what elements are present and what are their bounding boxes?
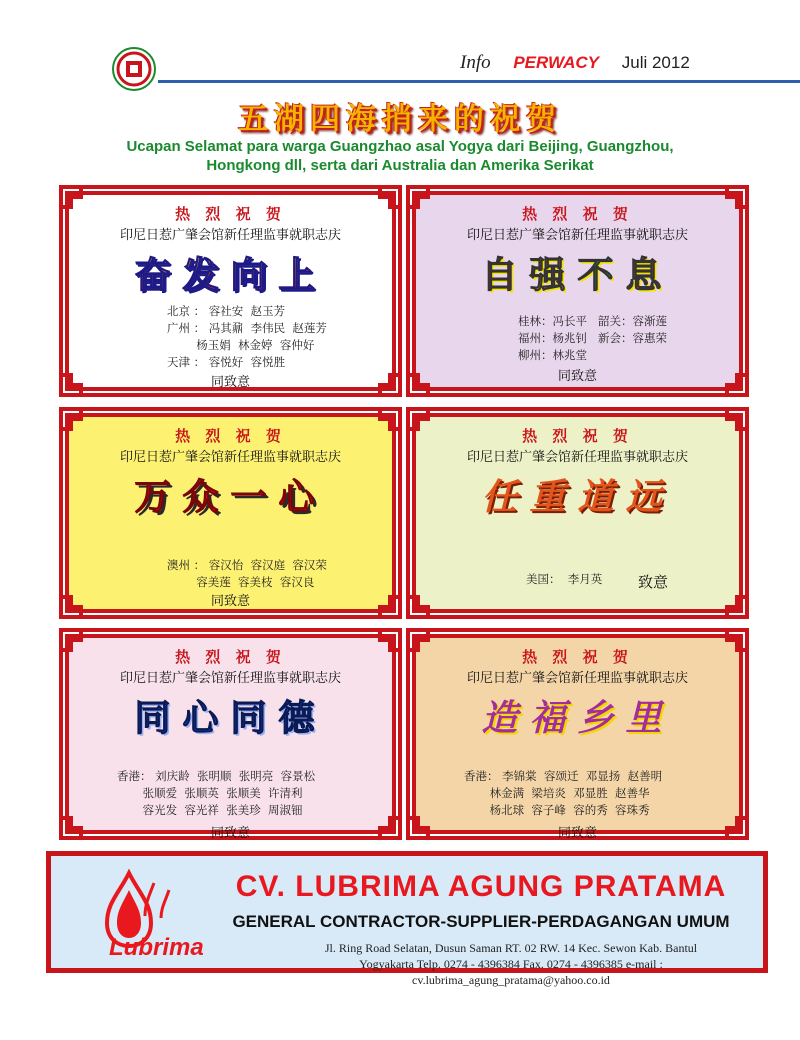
greeting-card xyxy=(57,626,404,842)
motto-character: 重 xyxy=(529,477,578,518)
motto-character: 发 xyxy=(182,255,231,296)
card-heading: 热 烈 祝 贺 xyxy=(175,648,286,666)
card-occasion: 印尼日惹广肇会馆新任理监事就职志庆 xyxy=(466,450,688,465)
greeting-card xyxy=(57,183,404,399)
motto-character: 同 xyxy=(230,698,279,739)
motto-character: 强 xyxy=(529,255,578,296)
card-senders: 北京 ： 容社安 赵玉芳 广州 ： 冯其鼐 李伟民 赵莲芳 杨玉娟 林金婷 容仲好 天津 ： 容悦好 容悦胜 xyxy=(167,304,327,369)
motto-character: 众 xyxy=(182,477,231,518)
card-signoff: 同致意 xyxy=(210,826,250,841)
motto-character: 奋 xyxy=(134,255,183,296)
motto-character: 上 xyxy=(278,255,327,296)
motto-character: 乡 xyxy=(577,698,626,739)
card-motto xyxy=(71,690,390,741)
card-content xyxy=(71,419,390,607)
motto-character: 万 xyxy=(134,477,183,518)
motto-character: 里 xyxy=(625,698,674,739)
card-motto xyxy=(418,690,737,741)
motto-character: 自 xyxy=(481,255,530,296)
motto-character: 向 xyxy=(230,255,279,296)
card-senders: 澳州 ： 容汉怡 容汉庭 容汉荣 容美莲 容美枝 容汉良 xyxy=(167,558,327,589)
card-signoff: 同致意 xyxy=(210,594,250,609)
card-content xyxy=(418,640,737,841)
motto-character: 心 xyxy=(182,698,231,739)
motto-character: 造 xyxy=(481,698,530,739)
card-occasion: 印尼日惹广肇会馆新任理监事就职志庆 xyxy=(466,228,688,243)
ad-brand-name: Lubrima xyxy=(109,934,204,961)
motto-character: 心 xyxy=(278,477,327,518)
ad-address-line-2: Yogyakarta Telp. 0274 - 4396384 Fax. 0274 - 4396385 e-mail : cv.lubrima_agung_pratama@yahoo.co.id xyxy=(359,957,663,987)
greeting-card xyxy=(404,183,751,399)
header-divider xyxy=(158,80,800,83)
card-signoff: 致意 xyxy=(638,573,669,591)
motto-character: 不 xyxy=(577,255,626,296)
greeting-card xyxy=(404,626,751,842)
card-occasion: 印尼日惹广肇会馆新任理监事就职志庆 xyxy=(119,450,341,465)
ad-address xyxy=(281,940,741,988)
card-occasion: 印尼日惹广肇会馆新任理监事就职志庆 xyxy=(466,671,688,686)
header-brand: PERWACY xyxy=(513,53,599,72)
card-signoff: 同致意 xyxy=(557,369,597,384)
motto-character: 远 xyxy=(625,477,674,518)
motto-character: 息 xyxy=(625,255,674,296)
card-heading: 热 烈 祝 贺 xyxy=(175,427,286,445)
card-senders: 香港： 刘庆龄 张明顺 张明亮 容景松 张顺爱 张顺英 张顺美 许清利 容光发 容光祥 张美珍 周淑钿 xyxy=(117,769,316,817)
header-date: Juli 2012 xyxy=(621,53,690,72)
motto-character: 任 xyxy=(481,477,530,518)
card-content xyxy=(418,419,737,607)
card-motto xyxy=(418,247,737,298)
greeting-card xyxy=(404,405,751,621)
card-heading: 热 烈 祝 贺 xyxy=(522,648,633,666)
ad-company-name: CV. LUBRIMA AGUNG PRATAMA xyxy=(235,870,727,903)
card-occasion: 印尼日惹广肇会馆新任理监事就职志庆 xyxy=(119,228,341,243)
greeting-card xyxy=(57,405,404,621)
card-content xyxy=(71,197,390,390)
motto-character: 福 xyxy=(529,698,578,739)
subtitle-line-2: Hongkong dll, serta dari Australia dan Amerika Serikat xyxy=(206,157,594,174)
card-occasion: 印尼日惹广肇会馆新任理监事就职志庆 xyxy=(119,671,341,686)
card-heading: 热 烈 祝 贺 xyxy=(522,427,633,445)
card-motto xyxy=(418,469,737,520)
motto-character: 同 xyxy=(134,698,183,739)
header-info-label: Info xyxy=(460,52,491,73)
card-signoff: 同致意 xyxy=(210,375,250,390)
card-heading: 热 烈 祝 贺 xyxy=(522,205,633,223)
association-emblem-icon xyxy=(112,47,156,91)
subtitle-line-1: Ucapan Selamat para warga Guangzhao asal Yogya dari Beijing, Guangzhou, xyxy=(126,138,674,155)
card-senders: 香港： 李锦棠 容颂迁 邓显扬 赵善明 林金满 梁培炎 邓显胜 赵善华 杨北球 容子峰 容的秀 容珠秀 xyxy=(464,769,663,817)
page-title: 五湖四海捎来的祝贺 xyxy=(238,102,562,137)
card-motto xyxy=(71,247,390,298)
ad-address-line-1: Jl. Ring Road Selatan, Dusun Saman RT. 02 RW. 14 Kec. Sewon Kab. Bantul xyxy=(324,941,698,955)
page-subtitle xyxy=(0,137,800,175)
ad-tagline: GENERAL CONTRACTOR-SUPPLIER-PERDAGANGAN UMUM xyxy=(232,912,730,931)
motto-character: 德 xyxy=(278,698,327,739)
card-heading: 热 烈 祝 贺 xyxy=(175,205,286,223)
motto-character: 一 xyxy=(230,477,279,518)
card-motto xyxy=(71,469,390,520)
card-content xyxy=(71,640,390,841)
card-senders: 美国： 李月英 xyxy=(526,572,603,586)
header-info xyxy=(460,52,690,74)
card-signoff: 同致意 xyxy=(557,826,597,841)
card-senders: 桂林：冯长平 韶关：容渐莲 福州：杨兆钊 新会：容惠荣 柳州：林兆堂 xyxy=(518,314,667,362)
advertisement-box xyxy=(46,851,768,987)
motto-character: 道 xyxy=(577,477,626,518)
card-content xyxy=(418,197,737,385)
